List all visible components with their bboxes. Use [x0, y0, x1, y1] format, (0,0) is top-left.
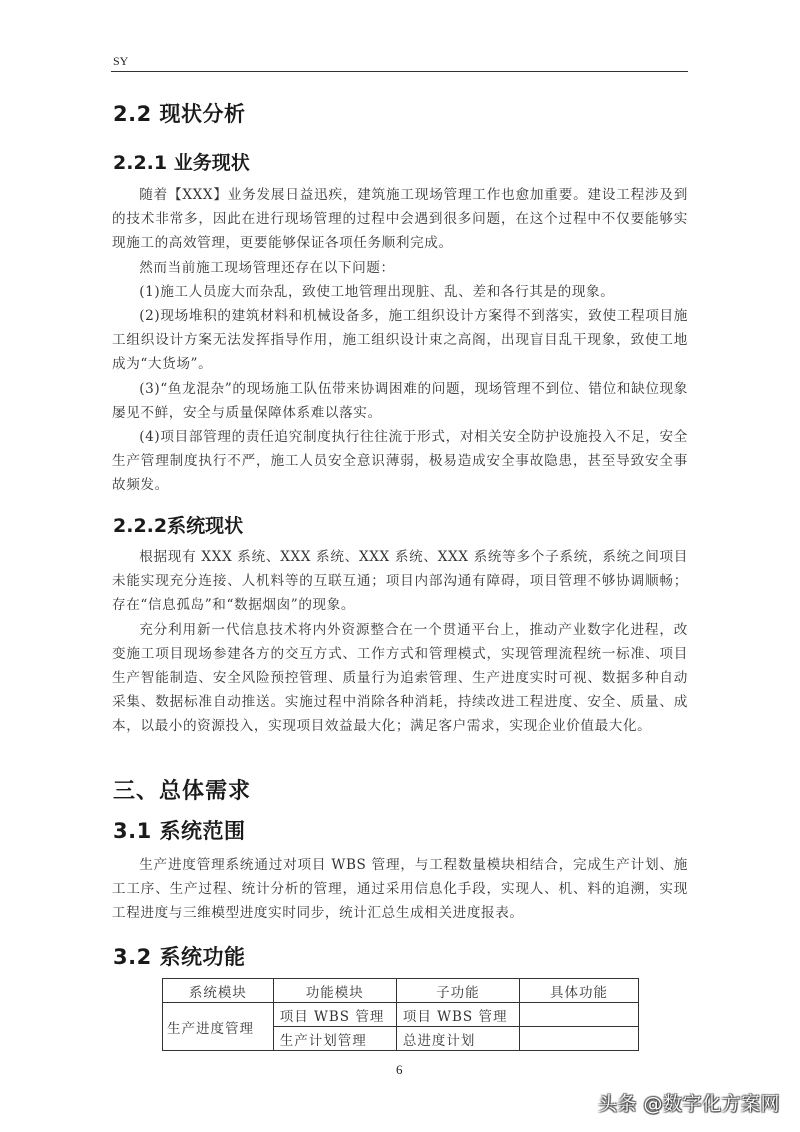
column-header: 子功能 — [396, 979, 519, 1003]
paragraph: (2)现场堆积的建筑材料和机械设备多，施工组织设计方案得不到落实，致使工程项目施工组织设计方案无法发挥指导作用，施工组织设计束之高阁，出现盲目乱干现象，致使工地成为“大货场”。 — [112, 308, 688, 373]
paragraph: 随着【XXX】业务发展日益迅疾，建筑施工现场管理工作也愈加重要。建设工程涉及到的技术非常多，因此在进行现场管理的过程中会遇到很多问题，在这个过程中不仅要能够实现施工的高效管理，更要能够保证各项任务顺利完成。 — [112, 187, 688, 252]
section-title-2-2: 2.2 现状分析 — [113, 102, 246, 126]
system-function-table — [162, 978, 639, 1051]
system-status-body — [112, 545, 688, 739]
paragraph: 根据现有 XXX 系统、XXX 系统、XXX 系统、XXX 系统等多个子系统，系统之间项目未能实现充分连接、人机料等的互联互通；项目内部沟通有障碍，项目管理不够协调顺畅；存在“信息孤岛”和“数据烟囱”的现象。 — [112, 549, 688, 614]
paragraph: (3)“鱼龙混杂”的现场施工队伍带来协调困难的问题，现场管理不到位、错位和缺位现象屡见不鲜，安全与质量保障体系难以落实。 — [112, 380, 688, 421]
paragraph: (1)施工人员庞大而杂乱，致使工地管理出现脏、乱、差和各行其是的现象。 — [139, 283, 615, 300]
sub-function-cell: 项目 WBS 管理 — [396, 1003, 519, 1027]
section-title-2-2-2: 2.2.2系统现状 — [113, 515, 244, 537]
business-status-body — [112, 183, 688, 498]
column-header: 系统模块 — [163, 979, 274, 1003]
detail-cell — [519, 1027, 638, 1051]
running-header: SY — [113, 54, 129, 68]
section-title-2-2-1: 2.2.1 业务现状 — [113, 152, 250, 174]
paragraph: 生产进度管理系统通过对项目 WBS 管理，与工程数量模块相结合，完成生产计划、施工工序、生产过程、统计分析的管理，通过采用信息化手段，实现人、机、料的追溯，实现工程进度与三维模型进度实时同步，统计汇总生成相关进度报表。 — [112, 857, 688, 922]
table-header-row — [163, 979, 639, 1003]
paragraph: 充分利用新一代信息技术将内外资源整合在一个贯通平台上，推动产业数字化进程，改变施工项目现场参建各方的交互方式、工作方式和管理模式，实现管理流程统一标准、项目生产智能制造、安全风险预控管理、质量行为追索管理、生产进度实时可视、数据多种自动采集、数据标准自动推送。实施过程中消除各种消耗，持续改进工程进度、安全、质量、成本，以最小的资源投入，实现项目效益最大化；满足客户需求，实现企业价值最大化。 — [112, 621, 688, 735]
function-module-cell: 生产计划管理 — [273, 1027, 396, 1051]
header-divider — [111, 71, 688, 72]
detail-cell — [519, 1003, 638, 1027]
chapter-title-3: 三、总体需求 — [113, 779, 252, 804]
paragraph: 然而当前施工现场管理还存在以下问题： — [139, 259, 395, 276]
paragraph: (4)项目部管理的责任追究制度执行往往流于形式，对相关安全防护设施投入不足，安全生产管理制度执行不严，施工人员安全意识薄弱，极易造成安全事故隐患，甚至导致安全事故频发。 — [112, 429, 688, 494]
section-title-3-2: 3.2 系统功能 — [113, 945, 246, 969]
system-scope-body — [112, 853, 688, 926]
column-header: 功能模块 — [273, 979, 396, 1003]
page-number: 6 — [396, 1062, 403, 1077]
watermark: 头条 @数字化方案网 — [598, 1093, 781, 1115]
function-module-cell: 项目 WBS 管理 — [273, 1003, 396, 1027]
table-row — [163, 1003, 639, 1027]
system-module-cell: 生产进度管理 — [163, 1003, 274, 1051]
sub-function-cell: 总进度计划 — [396, 1027, 519, 1051]
section-title-3-1: 3.1 系统范围 — [113, 819, 246, 843]
column-header: 具体功能 — [519, 979, 638, 1003]
